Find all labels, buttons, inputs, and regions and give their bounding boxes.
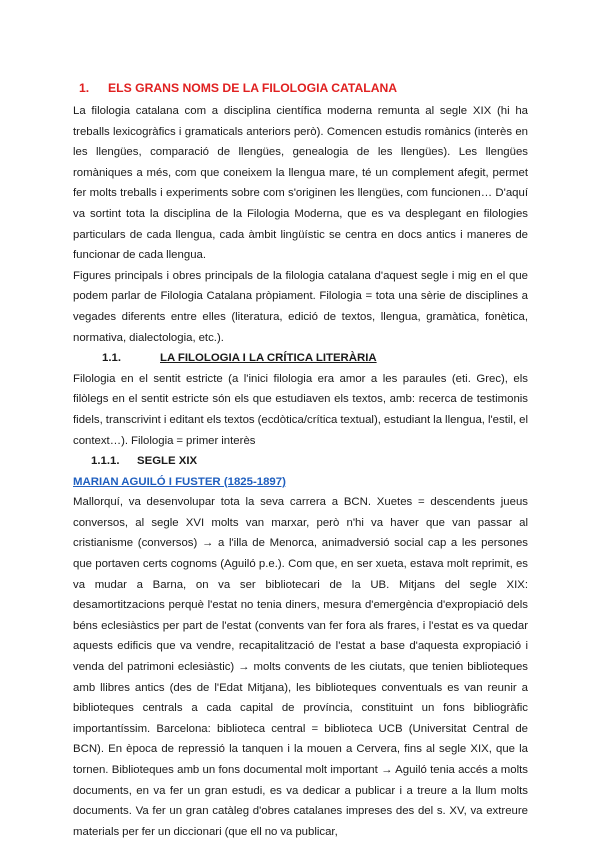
paragraph-introduction: La filologia catalana com a disciplina científica moderna remunta al segle XIX (hi ha treballs lexicogràfics i gramaticals anteriors però). Comencen estudis romànics (interès en les llengües, comparació de llengües, genealogia de les llengües). Les llengües romàniques a més, com que coneixem la llengua mare, té un complement afegit, permet fer molts treballs i experiments sobre com s'originen les llengües, com funcionen… D'aquí va sortint tota la disciplina de la Filologia Moderna, que es va desplegant en filologies particulars de cada llengua, cada àmbit lingüístic se centra en docs antics i maneres de funcionar de cada llengua. bbox=[73, 105, 528, 262]
paragraph-strict-philology: Filologia en el sentit estricte (a l'inici filologia era amor a les paraules (eti. Grec), els filòlegs en el sentit estricte són els que estudiaven els textos, amb: recerca de testimonis fidels, transcrivint i editant els textos (ecdòtica/crítica textual), estudiant la llengua, l'estil, el context…). Filologia = primer interès bbox=[73, 372, 528, 447]
subsection-heading-1-1 bbox=[73, 348, 528, 369]
paragraph-main-figures: Figures principals i obres principals de la filologia catalana d'aquest segle i mig en el que podem parlar de Filologia Catalana pròpiament. Filologia = tota una sèrie de disciplines a vegades diferents entre elles (literatura, edició de textos, llengua, gramàtica, fonètica, normativa, dialectologia, etc.). bbox=[73, 269, 528, 344]
section-heading-1 bbox=[73, 78, 528, 98]
subsection-heading-1-1-number: 1.1. bbox=[102, 352, 121, 365]
paragraph-aguilo-biography: Mallorquí, va desenvolupar tota la seva carrera a BCN. Xuetes = descendents jueus conversos, al segle XVI molts van marxar, però n'hi va haver que van passar al cristianisme (conversos) → a l'illa de Menorca, animadversió social cap a les persones que portaven certs cognoms (Aguiló p.e.). Com que, en ser xueta, estava molt reprimit, es va mudar a Barna, on va ser bibliotecari de la UB. Mitjans del segle XIX: desamortitzacions perquè l'estat no tenia diners, mesura d'emergència d'expropiació dels béns eclesiàstics per part de l'estat (convents van fer fora als frares, i l'estat es va quedar aquests edificis que va vendre, recapitalització de l'estat a base d'aquesta expropiació i venda del patrimoni eclesiàstic) → molts convents de les ciutats, que tenien biblioteques amb llibres antics (des de l'Edat Mitjana), les biblioteques conventuals es van reunir a biblioteques centrals a cada capital de província, constituint un fons bibliogràfic importantíssim. Barcelona: biblioteca central = biblioteca UCB (Universitat Central de BCN). En època de repressió la tanquen i la mouen a Cervera, fins al segle XIX, que la tornen. Biblioteques amb un fons documental molt important → Aguiló tenia accés a molts documents, en va fer un gran estudi, es va dedicar a publicar i a treure a la llum molts documents. Va fer un gran catàleg d'obres catalanes impreses des del s. XV, va extreure materials per fer un diccionari (que ell no va publicar, bbox=[73, 496, 528, 838]
section-heading-1-title: ELS GRANS NOMS DE LA FILOLOGIA CATALANA bbox=[108, 81, 398, 95]
subsubsection-heading-1-1-1 bbox=[73, 451, 528, 472]
subsubsection-heading-1-1-1-title: SEGLE XIX bbox=[137, 455, 198, 468]
section-heading-1-number: 1. bbox=[79, 81, 90, 95]
person-heading-aguilo: MARIAN AGUILÓ I FUSTER (1825-1897) bbox=[73, 475, 286, 488]
page-content bbox=[73, 78, 528, 842]
subsubsection-heading-1-1-1-number: 1.1.1. bbox=[91, 455, 120, 468]
subsection-heading-1-1-title: LA FILOLOGIA I LA CRÍTICA LITERÀRIA bbox=[160, 352, 377, 365]
